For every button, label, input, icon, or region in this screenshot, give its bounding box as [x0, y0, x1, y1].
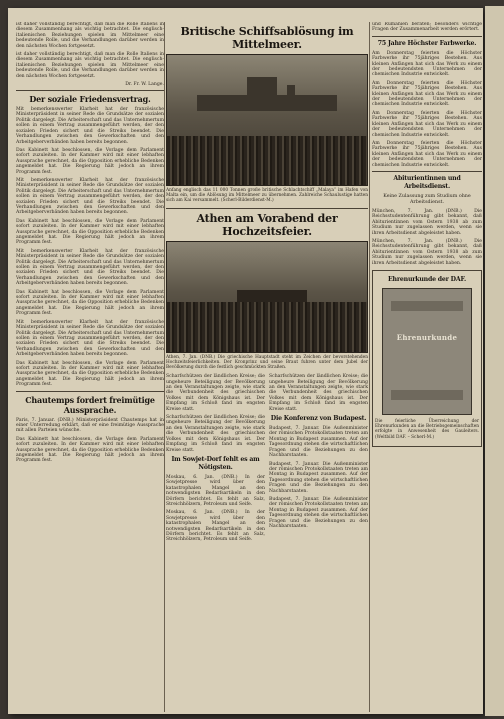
ship-funnel	[287, 85, 295, 95]
photo-warship	[166, 54, 368, 186]
newspaper-page	[8, 8, 483, 714]
article-heading: Abiturientinnen und Arbeitsdienst.	[393, 174, 461, 190]
divider	[16, 90, 164, 91]
article-text: Scharfschützen der ländlichen Kreise; die ungeheure Beteiligung der Bevölkerung an den Veranstaltungen zeigte, wie stark die Verbundenheit des griechischen Volkes mit dem Königshaus ist. Der Empfang im Schloß fand im engsten Kreise statt.	[166, 374, 265, 412]
article-heading: Chautemps fordert freimütige Aussprache.	[25, 394, 155, 415]
article-text: Am Donnerstag feierten die Höchster Farbwerke ihr 75jähriges Bestehen. Aus kleinen Anfängen hat sich das Werk zu einem der bedeutendsten Unternehmen der chemischen Industrie entwickelt.	[372, 50, 482, 78]
article-text: Mit bemerkenswerter Klarheit hat der französische Ministerpräsident in seiner Rede die Grundsätze der sozialen Politik dargelegt. Die Arbeiterschaft und das Unternehmertum sollen in einem Vertrag zusammengeführt werden, der den sozialen Frieden sichert und die Streiks beendet. Die Verhandlungen zwischen den Gewerkschaften und den Arbeitgeberverbänden haben bereits begonnen.	[16, 319, 164, 358]
certificate-band	[391, 301, 463, 311]
photo-caption: Anfang englisch das 11 000 Tonnen große britische Schlachtschiff „Malaya“ im Hafen von Malta ein, um die Ablösung im Mittelmeer zu übernehmen. Zahlreiche Schaulustige hatten sich am Kai versammelt. (Scherl-Bilderdienst-M.)	[166, 188, 368, 204]
photo-crowd	[167, 136, 367, 185]
article-text: und Rumänien beraten; besonders wichtige Fragen der Zusammenarbeit werden erörtert.	[372, 22, 482, 33]
article-text: Am Donnerstag feierten die Höchster Farbwerke ihr 75jähriges Bestehen. Aus kleinen Anfängen hat sich das Werk zu einem der bedeutendsten Unternehmen der chemischen Industrie entwickelt.	[372, 110, 482, 138]
divider	[16, 391, 164, 392]
column-center	[166, 22, 368, 546]
article-text: Mit bemerkenswerter Klarheit hat der französische Ministerpräsident in seiner Rede die Grundsätze der sozialen Politik dargelegt. Die Arbeiterschaft und das Unternehmertum sollen in einem Vertrag zusammengeführt werden, der den sozialen Frieden sichert und die Streiks beendet. Die Verhandlungen zwischen den Gewerkschaften und den Arbeitgeberverbänden haben bereits begonnen.	[16, 248, 164, 287]
divider	[372, 36, 482, 37]
ship-hull	[197, 95, 337, 111]
article-text: Budapest, 7. Januar. Die Außenminister der römischen Protokollstaaten treten am Montag in Budapest zusammen. Auf der Tagesordnung stehen die wirtschaftlichen Fragen und die Beziehungen zu den Nachbarstaaten.	[269, 496, 368, 529]
photo-crowd	[167, 302, 367, 352]
column-right	[372, 22, 482, 451]
column-rule	[164, 22, 165, 712]
photo-caption: Athen, 7. Jan. (DNB.) Die griechische Hauptstadt steht im Zeichen der bevorstehenden Hochzeitsfeierlichkeiten. Der Kronprinz und seine Braut fuhren unter dem Jubel der Bevölkerung durch die festlich geschmückten Straßen.	[166, 354, 368, 371]
photo-procession	[166, 241, 368, 353]
article-text: ist daher vollständig berechtigt, daß man die Rolle Italiens in diesem Zusammenhang als wichtig betrachtet. Die englisch-italienischen Beziehungen spielen im Mittelmeer eine bedeutende Rolle, und die Verhandlungen darüber werden in den nächsten Wochen fortgesetzt.	[16, 22, 164, 49]
column-rule	[369, 22, 370, 712]
certificate-image	[382, 288, 472, 415]
article-text: Scharfschützen der ländlichen Kreise; die ungeheure Beteiligung der Bevölkerung an den Veranstaltungen zeigte, wie stark die Verbundenheit des griechischen Volkes mit dem Königshaus ist. Der Empfang im Schloß fand im engsten Kreise statt.	[166, 415, 265, 453]
author-signature: Dr. Fr. W. Lange.	[125, 82, 164, 88]
article-text: Am Donnerstag feierten die Höchster Farbwerke ihr 75jähriges Bestehen. Aus kleinen Anfängen hat sich das Werk zu einem der bedeutendsten Unternehmen der chemischen Industrie entwickelt.	[372, 140, 482, 168]
article-text: Moskau, 6. Jan. (DNB.) In der Sowjetpresse wird über den katastrophalen Mangel an den notwendigsten Bedarfsartikeln in den Dörfern berichtet. Es fehlt an Salz, Streichhölzern, Petroleum und Seife.	[166, 510, 265, 543]
article-text: Budapest, 7. Januar. Die Außenminister der römischen Protokollstaaten treten am Montag in Budapest zusammen. Auf der Tagesordnung stehen die wirtschaftlichen Fragen und die Beziehungen zu den Nachbarstaaten.	[269, 461, 368, 494]
article-text: Mit bemerkenswerter Klarheit hat der französische Ministerpräsident in seiner Rede die Grundsätze der sozialen Politik dargelegt. Die Arbeiterschaft und das Unternehmertum sollen in einem Vertrag zusammengeführt werden, der den sozialen Frieden sichert und die Streiks beendet. Die Verhandlungen zwischen den Gewerkschaften und den Arbeitgeberverbänden haben bereits begonnen.	[16, 177, 164, 216]
article-text: Budapest, 7. Januar. Die Außenminister der römischen Protokollstaaten treten am Montag in Budapest zusammen. Auf der Tagesordnung stehen die wirtschaftlichen Fragen und die Beziehungen zu den Nachbarstaaten.	[269, 426, 368, 459]
article-text: Scharfschützen der ländlichen Kreise; die ungeheure Beteiligung der Bevölkerung an den Veranstaltungen zeigte, wie stark die Verbundenheit des griechischen Volkes mit dem Königshaus ist. Der Empfang im Schloß fand im engsten Kreise statt.	[269, 374, 368, 412]
article-text: Das Kabinett hat beschlossen, die Vorlage dem Parlament sofort zuzuleiten. In der Kammer wird mit einer lebhaften Aussprache gerechnet, da die Opposition erhebliche Bedenken angemeldet hat. Die Regierung hält jedoch an ihrem Programm fest.	[16, 360, 164, 388]
article-text: München, 7. Jan. (DNB.) Die Reichsstudentenführung gibt bekannt, daß Abiturientinnen vom Ostern 1938 ab zum Studium nur zugelassen werden, wenn sie ihren Arbeitsdienst abgeleistet haben.	[372, 238, 482, 266]
article-text: Am Donnerstag feierten die Höchster Farbwerke ihr 75jähriges Bestehen. Aus kleinen Anfängen hat sich das Werk zu einem der bedeutendsten Unternehmen der chemischen Industrie entwickelt.	[372, 80, 482, 108]
adjacent-page-edge	[485, 6, 504, 716]
article-text: Moskau, 6. Jan. (DNB.) In der Sowjetpresse wird über den katastrophalen Mangel an den notwendigsten Bedarfsartikeln in den Dörfern berichtet. Es fehlt an Salz, Streichhölzern, Petroleum und Seife.	[166, 474, 265, 507]
article-text: Das Kabinett hat beschlossen, die Vorlage dem Parlament sofort zuzuleiten. In der Kammer wird mit einer lebhaften Aussprache gerechnet, da die Opposition erhebliche Bedenken angemeldet hat. Die Regierung hält jedoch an ihrem Programm fest.	[16, 289, 164, 317]
article-heading: Im Sowjet-Dorf fehlt es am Nötigsten.	[171, 455, 260, 471]
box-heading: Ehrenurkunde der DAF.	[388, 276, 466, 283]
certificate-band	[391, 390, 463, 400]
ship-tower	[247, 77, 277, 95]
article-heading: 75 Jahre Höchster Farbwerke.	[377, 39, 477, 47]
photo-box	[372, 270, 482, 447]
article-subheading: Keine Zulassung zum Studium ohne Arbeitsdienst.	[383, 193, 471, 205]
headline-ships: Britische Schiffsablösung im Mittelmeer.	[180, 25, 354, 51]
article-heading: Die Konferenz von Budapest.	[270, 415, 367, 423]
photo-caption: Die feierliche Überreichung der Ehrenurkunden an die Betriebsgemeinschaften erfolgte in Anwesenheit des Gauleiters. (Weltbild DAF. – Scherl-M.)	[375, 419, 479, 440]
article-text: München, 7. Jan. (DNB.) Die Reichsstudentenführung gibt bekannt, daß Abiturientinnen vom Ostern 1938 ab zum Studium nur zugelassen werden, wenn sie ihren Arbeitsdienst abgeleistet haben.	[372, 208, 482, 236]
article-heading: Der soziale Friedensvertrag.	[29, 94, 151, 105]
headline-athens: Athen am Vorabend der Hochzeitsfeier.	[196, 211, 338, 238]
article-text: Paris, 7. Januar. (DNB.) Ministerpräsident Chautemps hat in einer Unterredung erklärt, daß er eine freimütige Aussprache mit allen Parteien wünsche.	[16, 417, 164, 434]
column-left	[16, 22, 164, 467]
article-text: Das Kabinett hat beschlossen, die Vorlage dem Parlament sofort zuzuleiten. In der Kammer wird mit einer lebhaften Aussprache gerechnet, da die Opposition erhebliche Bedenken angemeldet hat. Die Regierung hält jedoch an ihrem Programm fest.	[16, 218, 164, 246]
certificate-title: Ehrenurkunde	[396, 333, 458, 342]
divider	[372, 171, 482, 172]
article-text: Das Kabinett hat beschlossen, die Vorlage dem Parlament sofort zuzuleiten. In der Kammer wird mit einer lebhaften Aussprache gerechnet, da die Opposition erhebliche Bedenken angemeldet hat. Die Regierung hält jedoch an ihrem Programm fest.	[16, 436, 164, 464]
divider	[166, 208, 368, 209]
article-text: Mit bemerkenswerter Klarheit hat der französische Ministerpräsident in seiner Rede die Grundsätze der sozialen Politik dargelegt. Die Arbeiterschaft und das Unternehmertum sollen in einem Vertrag zusammengeführt werden, der den sozialen Frieden sichert und die Streiks beendet. Die Verhandlungen zwischen den Gewerkschaften und den Arbeitgeberverbänden haben bereits begonnen.	[16, 107, 164, 145]
article-text: ist daher vollständig berechtigt, daß man die Rolle Italiens in diesem Zusammenhang als wichtig betrachtet. Die englisch-italienischen Beziehungen spielen im Mittelmeer eine bedeutende Rolle, und die Verhandlungen darüber werden in den nächsten Wochen fortgesetzt.	[16, 52, 164, 79]
article-text: Das Kabinett hat beschlossen, die Vorlage dem Parlament sofort zuzuleiten. In der Kammer wird mit einer lebhaften Aussprache gerechnet, da die Opposition erhebliche Bedenken angemeldet hat. Die Regierung hält jedoch an ihrem Programm fest.	[16, 147, 164, 175]
